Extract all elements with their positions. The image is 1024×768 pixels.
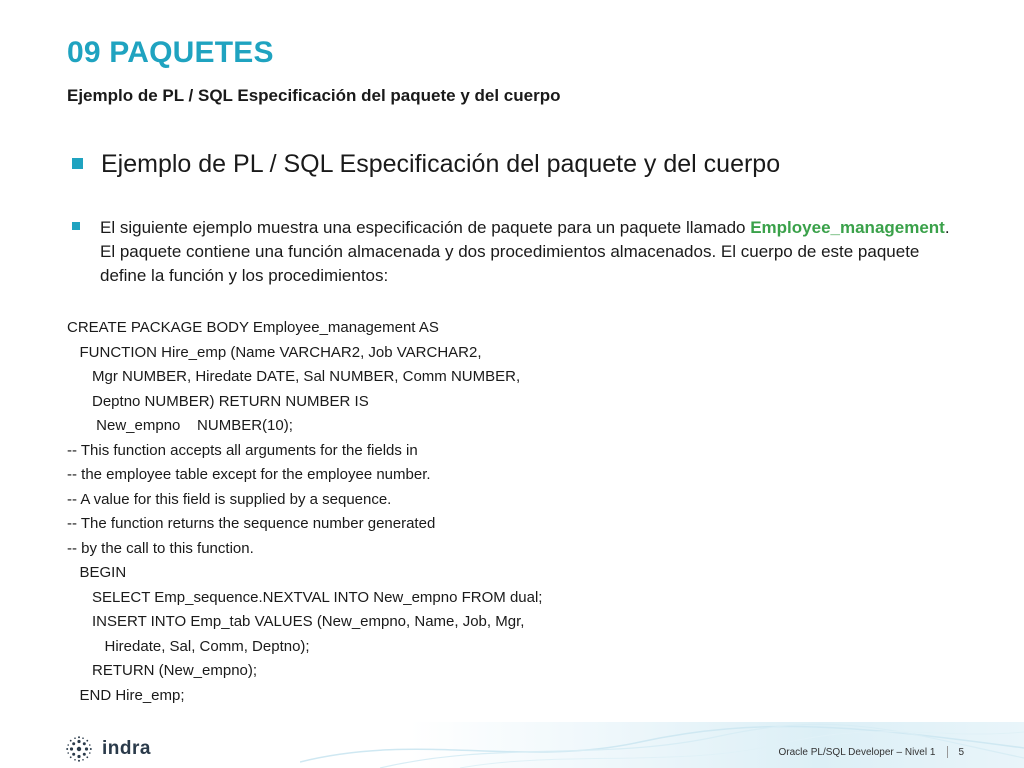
sub-bullet-text-part2: . El paquete contiene una función almacenada y dos procedimientos almacenados. El cuerpo de este paquete define la función y los procedimientos: bbox=[100, 218, 950, 285]
sub-bullet bbox=[72, 216, 952, 288]
code-line: INSERT INTO Emp_tab VALUES (New_empno, Name, Job, Mgr, bbox=[67, 613, 525, 630]
code-line: -- by the call to this function. bbox=[67, 539, 254, 557]
page-number: 5 bbox=[958, 746, 964, 758]
code-line: SELECT Emp_sequence.NEXTVAL INTO New_empno FROM dual; bbox=[67, 588, 543, 606]
code-line: -- the employee table except for the employee number. bbox=[67, 466, 431, 483]
slide-subtitle: Ejemplo de PL / SQL Especificación del paquete y del cuerpo bbox=[67, 86, 561, 105]
square-bullet-icon bbox=[72, 158, 83, 169]
main-bullet bbox=[72, 150, 780, 179]
logo-text: indra bbox=[102, 738, 151, 759]
code-line: FUNCTION Hire_emp (Name VARCHAR2, Job VARCHAR2, bbox=[67, 343, 482, 361]
code-line: CREATE PACKAGE BODY Employee_management AS bbox=[67, 319, 439, 336]
footer-info bbox=[779, 746, 965, 758]
sub-bullet-text bbox=[100, 216, 952, 288]
indra-logo bbox=[66, 736, 151, 762]
sub-bullet-text-part1: El siguiente ejemplo muestra una especificación de paquete para un paquete llamado bbox=[100, 218, 751, 237]
slide-title: 09 PAQUETES bbox=[67, 36, 274, 69]
package-name-highlight: Employee_management bbox=[750, 218, 945, 237]
code-line: END Hire_emp; bbox=[67, 686, 185, 704]
indra-dotted-circle-logo-icon bbox=[66, 736, 92, 762]
footer-band bbox=[0, 722, 1024, 768]
main-bullet-text: Ejemplo de PL / SQL Especificación del paquete y del cuerpo bbox=[101, 150, 781, 178]
square-bullet-icon bbox=[72, 222, 80, 230]
code-line: Deptno NUMBER) RETURN NUMBER IS bbox=[67, 392, 369, 410]
code-line: New_empno NUMBER(10); bbox=[67, 417, 293, 434]
footer-divider bbox=[947, 746, 948, 758]
code-line: -- The function returns the sequence number generated bbox=[67, 515, 436, 532]
code-block bbox=[67, 316, 542, 708]
code-line: Hiredate, Sal, Comm, Deptno); bbox=[67, 637, 310, 655]
code-line: Mgr NUMBER, Hiredate DATE, Sal NUMBER, Comm NUMBER, bbox=[67, 368, 521, 385]
footer-wave-decoration bbox=[300, 722, 1024, 768]
code-line: -- This function accepts all arguments for the fields in bbox=[67, 441, 418, 459]
course-name: Oracle PL/SQL Developer – Nivel 1 bbox=[778, 746, 936, 758]
code-line: -- A value for this field is supplied by a sequence. bbox=[67, 490, 392, 508]
code-line: RETURN (New_empno); bbox=[67, 662, 258, 679]
code-line: BEGIN bbox=[67, 564, 127, 581]
